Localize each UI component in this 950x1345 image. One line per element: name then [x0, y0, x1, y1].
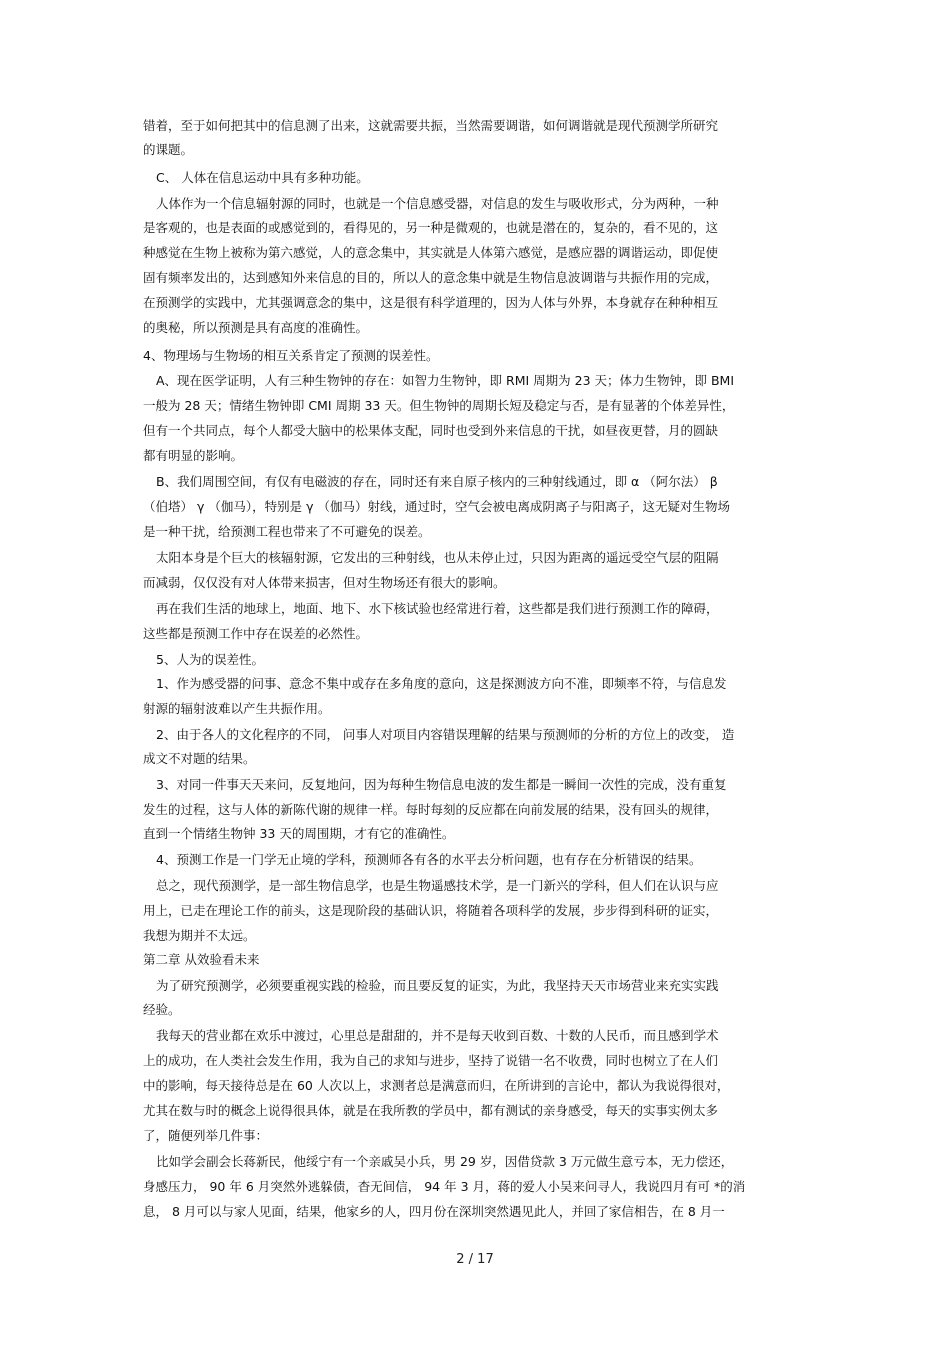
text-line: 发生的过程，这与人体的新陈代谢的规律一样。每时每刻的反应都在向前发展的结果，没有回头的规律，: [143, 802, 719, 817]
text-line: 是一种干扰，给预测工程也带来了不可避免的误差。: [143, 524, 431, 539]
text-line: 都有明显的影响。: [143, 448, 244, 463]
page-number: 2 / 17: [456, 1252, 494, 1267]
text-line: 1、作为感受器的问事、意念不集中或存在多角度的意向，这是探测波方向不准，即频率不符，与信息发: [156, 676, 727, 691]
text-line: 太阳本身是个巨大的核辐射源，它发出的三种射线，也从未停止过，只因为距离的遥远受空气层的阻隔: [156, 550, 719, 565]
text-line: 为了研究预测学，必须要重视实践的检验，而且要反复的证实，为此，我坚持天天市场营业来充实实践: [156, 978, 719, 993]
text-line: 3、对同一件事天天来问，反复地问，因为每种生物信息电波的发生都是一瞬间一次性的完成，没有重复: [156, 777, 727, 792]
text-line: 经验。: [143, 1002, 181, 1017]
text-line: 我想为期并不太远。: [143, 928, 256, 943]
text-line: 比如学会副会长蒋新民，他绥宁有一个亲戚吴小兵，男 29 岁，因借贷款 3 万元做生意亏本，无力偿还，: [156, 1154, 734, 1169]
text-line: 4、预测工作是一门学无止境的学科，预测师各有各的水平去分析问题，也有存在分析错误的结果。: [156, 852, 702, 867]
text-line: （伯塔） γ （伽马），特别是 γ （伽马）射线，通过时，空气会被电离成阴离子与阳离子，这无疑对生物场: [143, 499, 730, 514]
text-line: 成文不对题的结果。: [143, 751, 256, 766]
text-line: 了，随便列举几件事：: [143, 1128, 269, 1143]
text-line: 5、人为的误差性。: [156, 652, 264, 667]
text-line: 错着，至于如何把其中的信息测了出来，这就需要共振，当然需要调谐，如何调谐就是现代预测学所研究: [143, 118, 719, 133]
text-line: 上的成功，在人类社会发生作用，我为自己的求知与进步，坚持了说错一名不收费，同时也树立了在人们: [143, 1053, 719, 1068]
text-line: 总之，现代预测学，是一部生物信息学，也是生物遥感技术学，是一门新兴的学科，但人们在认识与应: [156, 878, 719, 893]
text-line: 的奥秘，所以预测是具有高度的准确性。: [143, 320, 369, 335]
text-line: 直到一个情绪生物钟 33 天的周围期，才有它的准确性。: [143, 826, 455, 841]
text-line: C、 人体在信息运动中具有多种功能。: [156, 170, 369, 185]
text-line: 息， 8 月可以与家人见面，结果，他家乡的人，四月份在深圳突然遇见此人，并回了家信相告，在 8 月一: [143, 1204, 725, 1219]
text-line: 但有一个共同点，每个人都受大脑中的松果体支配，同时也受到外来信息的干扰，如昼夜更替，月的圆缺: [143, 423, 719, 438]
text-line: 4、物理场与生物场的相互关系肯定了预测的误差性。: [143, 348, 439, 363]
text-line: 是客观的，也是表面的或感觉到的，看得见的，另一种是微观的，也就是潜在的，复杂的，看不见的，这: [143, 220, 719, 235]
text-line: 人体作为一个信息辐射源的同时，也就是一个信息感受器，对信息的发生与吸收形式，分为两种，一种: [156, 196, 719, 211]
text-line: B、我们周围空间，有仅有电磁波的存在，同时还有来自原子核内的三种射线通过，即 α （阿尔法） β: [156, 474, 718, 489]
text-line: 一般为 28 天；情绪生物钟即 CMI 周期 33 天。但生物钟的周期长短及稳定与否，是有显著的个体差异性，: [143, 398, 735, 413]
text-line: 这些都是预测工作中存在误差的必然性。: [143, 626, 369, 641]
text-line: 固有频率发出的，达到感知外来信息的目的，所以人的意念集中就是生物信息波调谐与共振作用的完成，: [143, 270, 719, 285]
text-line: 的课题。: [143, 142, 194, 157]
text-line: 2、由于各人的文化程序的不同， 问事人对项目内容错误理解的结果与预测师的分析的方位上的改变， 造: [156, 727, 735, 742]
text-line: 尤其在数与时的概念上说得很具体，就是在我所教的学员中，都有测试的亲身感受，每天的实事实例太多: [143, 1103, 719, 1118]
text-line: 再在我们生活的地球上，地面、地下、水下核试验也经常进行着，这些都是我们进行预测工作的障碍，: [156, 601, 719, 616]
text-line: 第二章 从效验看未来: [143, 952, 260, 967]
text-line: 中的影响，每天接待总是在 60 人次以上，求测者总是满意而归，在所讲到的言论中，都认为我说得很对，: [143, 1078, 730, 1093]
text-line: 在预测学的实践中，尤其强调意念的集中，这是很有科学道理的，因为人体与外界，本身就存在种种相互: [143, 295, 719, 310]
text-line: 用上，已走在理论工作的前头，这是现阶段的基础认识，将随着各项科学的发展，步步得到科研的证实，: [143, 903, 719, 918]
text-line: 而减弱，仅仅没有对人体带来损害，但对生物场还有很大的影响。: [143, 575, 506, 590]
text-line: 我每天的营业都在欢乐中渡过，心里总是甜甜的，并不是每天收到百数、十数的人民币，而且感到学术: [156, 1028, 719, 1043]
text-line: 种感觉在生物上被称为第六感觉，人的意念集中，其实就是人体第六感觉，是感应器的调谐运动，即促使: [143, 245, 719, 260]
text-line: A、现在医学证明，人有三种生物钟的存在：如智力生物钟，即 RMI 周期为 23 天；体力生物钟，即 BMI: [156, 373, 735, 388]
text-line: 射源的辐射波难以产生共振作用。: [143, 701, 331, 716]
text-line: 身感压力， 90 年 6 月突然外逃躲债，杳无间信， 94 年 3 月，蒋的爱人小吴来问寻人，我说四月有可 *的消: [143, 1179, 746, 1194]
